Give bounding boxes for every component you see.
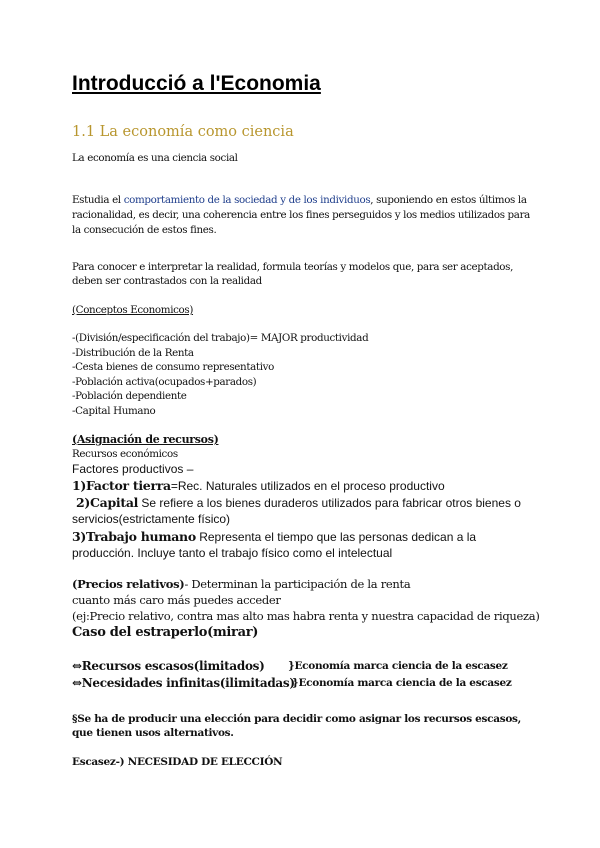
escasez-row-1-right: }Economía marca ciencia de la escasez — [288, 660, 508, 672]
precios-line-3: (ej:Precio relativo, contra mas alto mas habra renta y nuestra capacidad de riqueza) — [72, 609, 540, 623]
intro-text: La economía es una ciencia social — [72, 152, 238, 164]
factor-tierra — [72, 478, 445, 493]
concepto-item: -(División/especificación del trabajo)= MAJOR productividad — [72, 332, 369, 344]
asignacion-line-1: Recursos económicos — [72, 448, 178, 460]
paragraph-2-line-1: Para conocer e interpretar la realidad, formula teorías y modelos que, para ser aceptados, — [72, 261, 514, 273]
para1-highlight: comportamiento de la sociedad y de los individuos — [123, 194, 371, 206]
escasez-note-2: que tienen usos alternativos. — [72, 727, 234, 739]
factor-trabajo-cont: producción. Incluye tanto el trabajo físico como el intelectual — [72, 546, 393, 560]
conceptos-heading: (Conceptos Economicos) — [72, 304, 194, 316]
concepto-item: -Población activa(ocupados+parados) — [72, 376, 257, 388]
concepto-item: -Capital Humano — [72, 405, 156, 417]
precios-line-1 — [72, 577, 410, 591]
escasez-row-2-left: ⇔Necesidades infinitas(ilimitadas) — [72, 676, 295, 690]
precios-text: - Determinan la participación de la renta — [184, 577, 411, 591]
concepto-item: -Distribución de la Renta — [72, 347, 194, 359]
section-heading: 1.1 La economía como ciencia — [72, 124, 294, 140]
para1-post: , suponiendo en estos últimos la — [370, 194, 527, 206]
paragraph-1-line-3: la consecución de estos fines. — [72, 224, 217, 236]
escasez-note-1: §Se ha de producir una elección para decidir como asignar los recursos escasos, — [72, 713, 522, 725]
factor-capital-label: 2)Capital — [76, 495, 139, 510]
escasez-row-1-left: ⇔Recursos escasos(limitados) — [72, 659, 265, 673]
precios-label: (Precios relativos) — [72, 577, 185, 591]
factor-trabajo-label: 3)Trabajo humano — [72, 529, 196, 544]
page-title: Introducció a l'Economia — [72, 72, 321, 95]
escasez-final: Escasez-) NECESIDAD DE ELECCIÓN — [72, 756, 283, 768]
factor-trabajo-text: Representa el tiempo que las personas dedican a la — [195, 530, 477, 544]
concepto-item: -Cesta bienes de consumo representativo — [72, 361, 274, 373]
factor-trabajo — [72, 529, 476, 544]
paragraph-1-line-2: racionalidad, es decir, una coherencia entre los fines perseguidos y los medios utilizados para — [72, 209, 530, 221]
concepto-item: -Población dependiente — [72, 390, 187, 402]
factor-capital — [76, 495, 521, 510]
paragraph-2-line-2: deben ser contrastados con la realidad — [72, 275, 262, 287]
factor-tierra-text: =Rec. Naturales utilizados en el proceso productivo — [170, 479, 445, 493]
factor-tierra-label: 1)Factor tierra — [72, 478, 171, 493]
asignacion-heading: (Asignación de recursos) — [72, 433, 219, 446]
para1-pre: Estudia el — [72, 194, 124, 206]
asignacion-line-2: Factores productivos – — [72, 462, 194, 476]
precios-line-2: cuanto más caro más puedes acceder — [72, 593, 281, 607]
paragraph-1-line-1 — [72, 193, 527, 208]
factor-capital-text: Se refiere a los bienes duraderos utilizados para fabricar otros bienes o — [138, 496, 521, 510]
factor-capital-cont: servicios(estrictamente físico) — [72, 512, 231, 526]
precios-line-4: Caso del estraperlo(mirar) — [72, 625, 259, 640]
escasez-row-2-right: }Economía marca ciencia de la escasez — [292, 677, 512, 689]
